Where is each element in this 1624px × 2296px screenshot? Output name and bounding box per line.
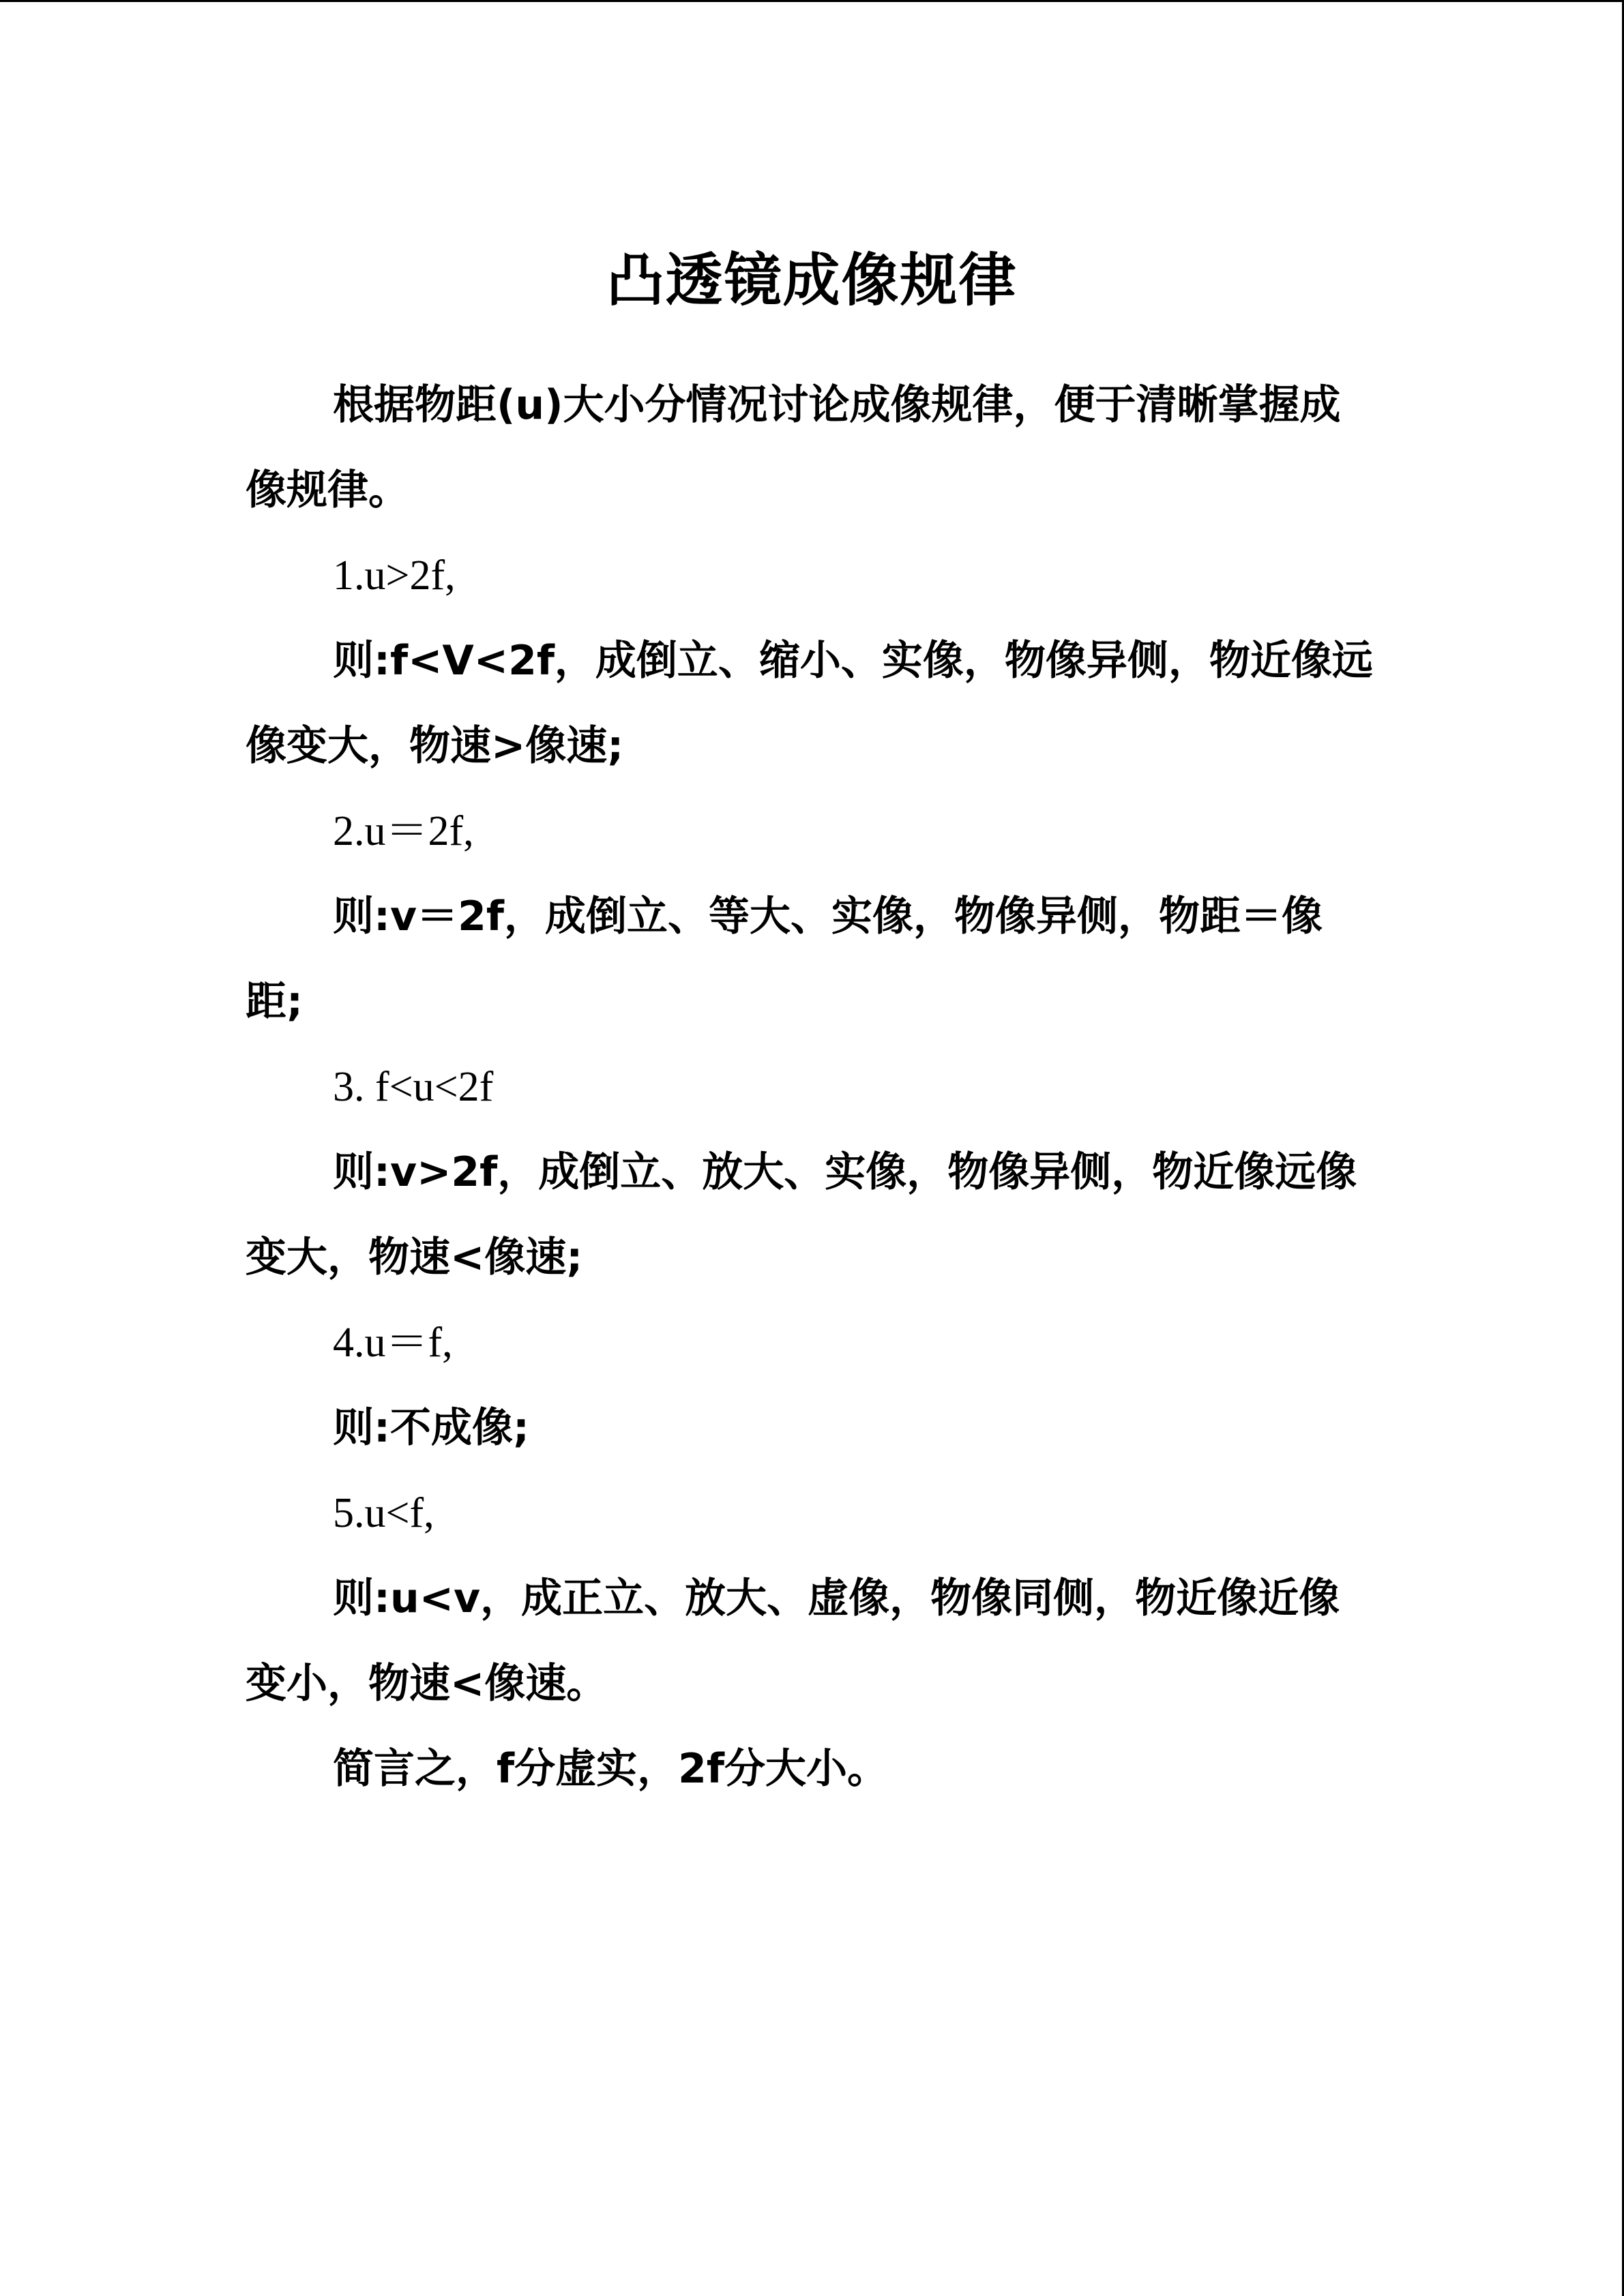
case-1-condition: 1.u>2f,	[333, 552, 456, 599]
case-5-condition: 5.u<f,	[333, 1490, 434, 1536]
case-1-result: 则:f<V<2f，成倒立、缩小、实像，物像异侧，物近像远像变大，物速>像速;	[246, 637, 1373, 770]
summary-paragraph: 简言之，f分虚实，2f分大小。	[333, 1745, 888, 1793]
document-title: 凸透镜成像规律	[606, 247, 1018, 314]
intro-paragraph: 根据物距(u)大小分情况讨论成像规律，便于清晰掌握成像规律。	[246, 381, 1341, 514]
document-body	[246, 363, 1378, 1812]
case-3-result: 则:v>2f，成倒立、放大、实像，物像异侧，物近像远像变大，物速<像速;	[246, 1148, 1357, 1281]
case-2-result: 则:v＝2f，成倒立、等大、实像，物像异侧，物距＝像距;	[246, 893, 1323, 1026]
case-4-result: 则:不成像;	[333, 1404, 529, 1452]
case-3-condition: 3. f<u<2f	[333, 1064, 494, 1110]
case-4-condition: 4.u＝f,	[333, 1320, 453, 1366]
case-5-result: 则:u<v，成正立、放大、虚像，物像同侧，物近像近像变小，物速<像速。	[246, 1575, 1340, 1708]
case-2-condition: 2.u＝2f,	[333, 808, 474, 854]
